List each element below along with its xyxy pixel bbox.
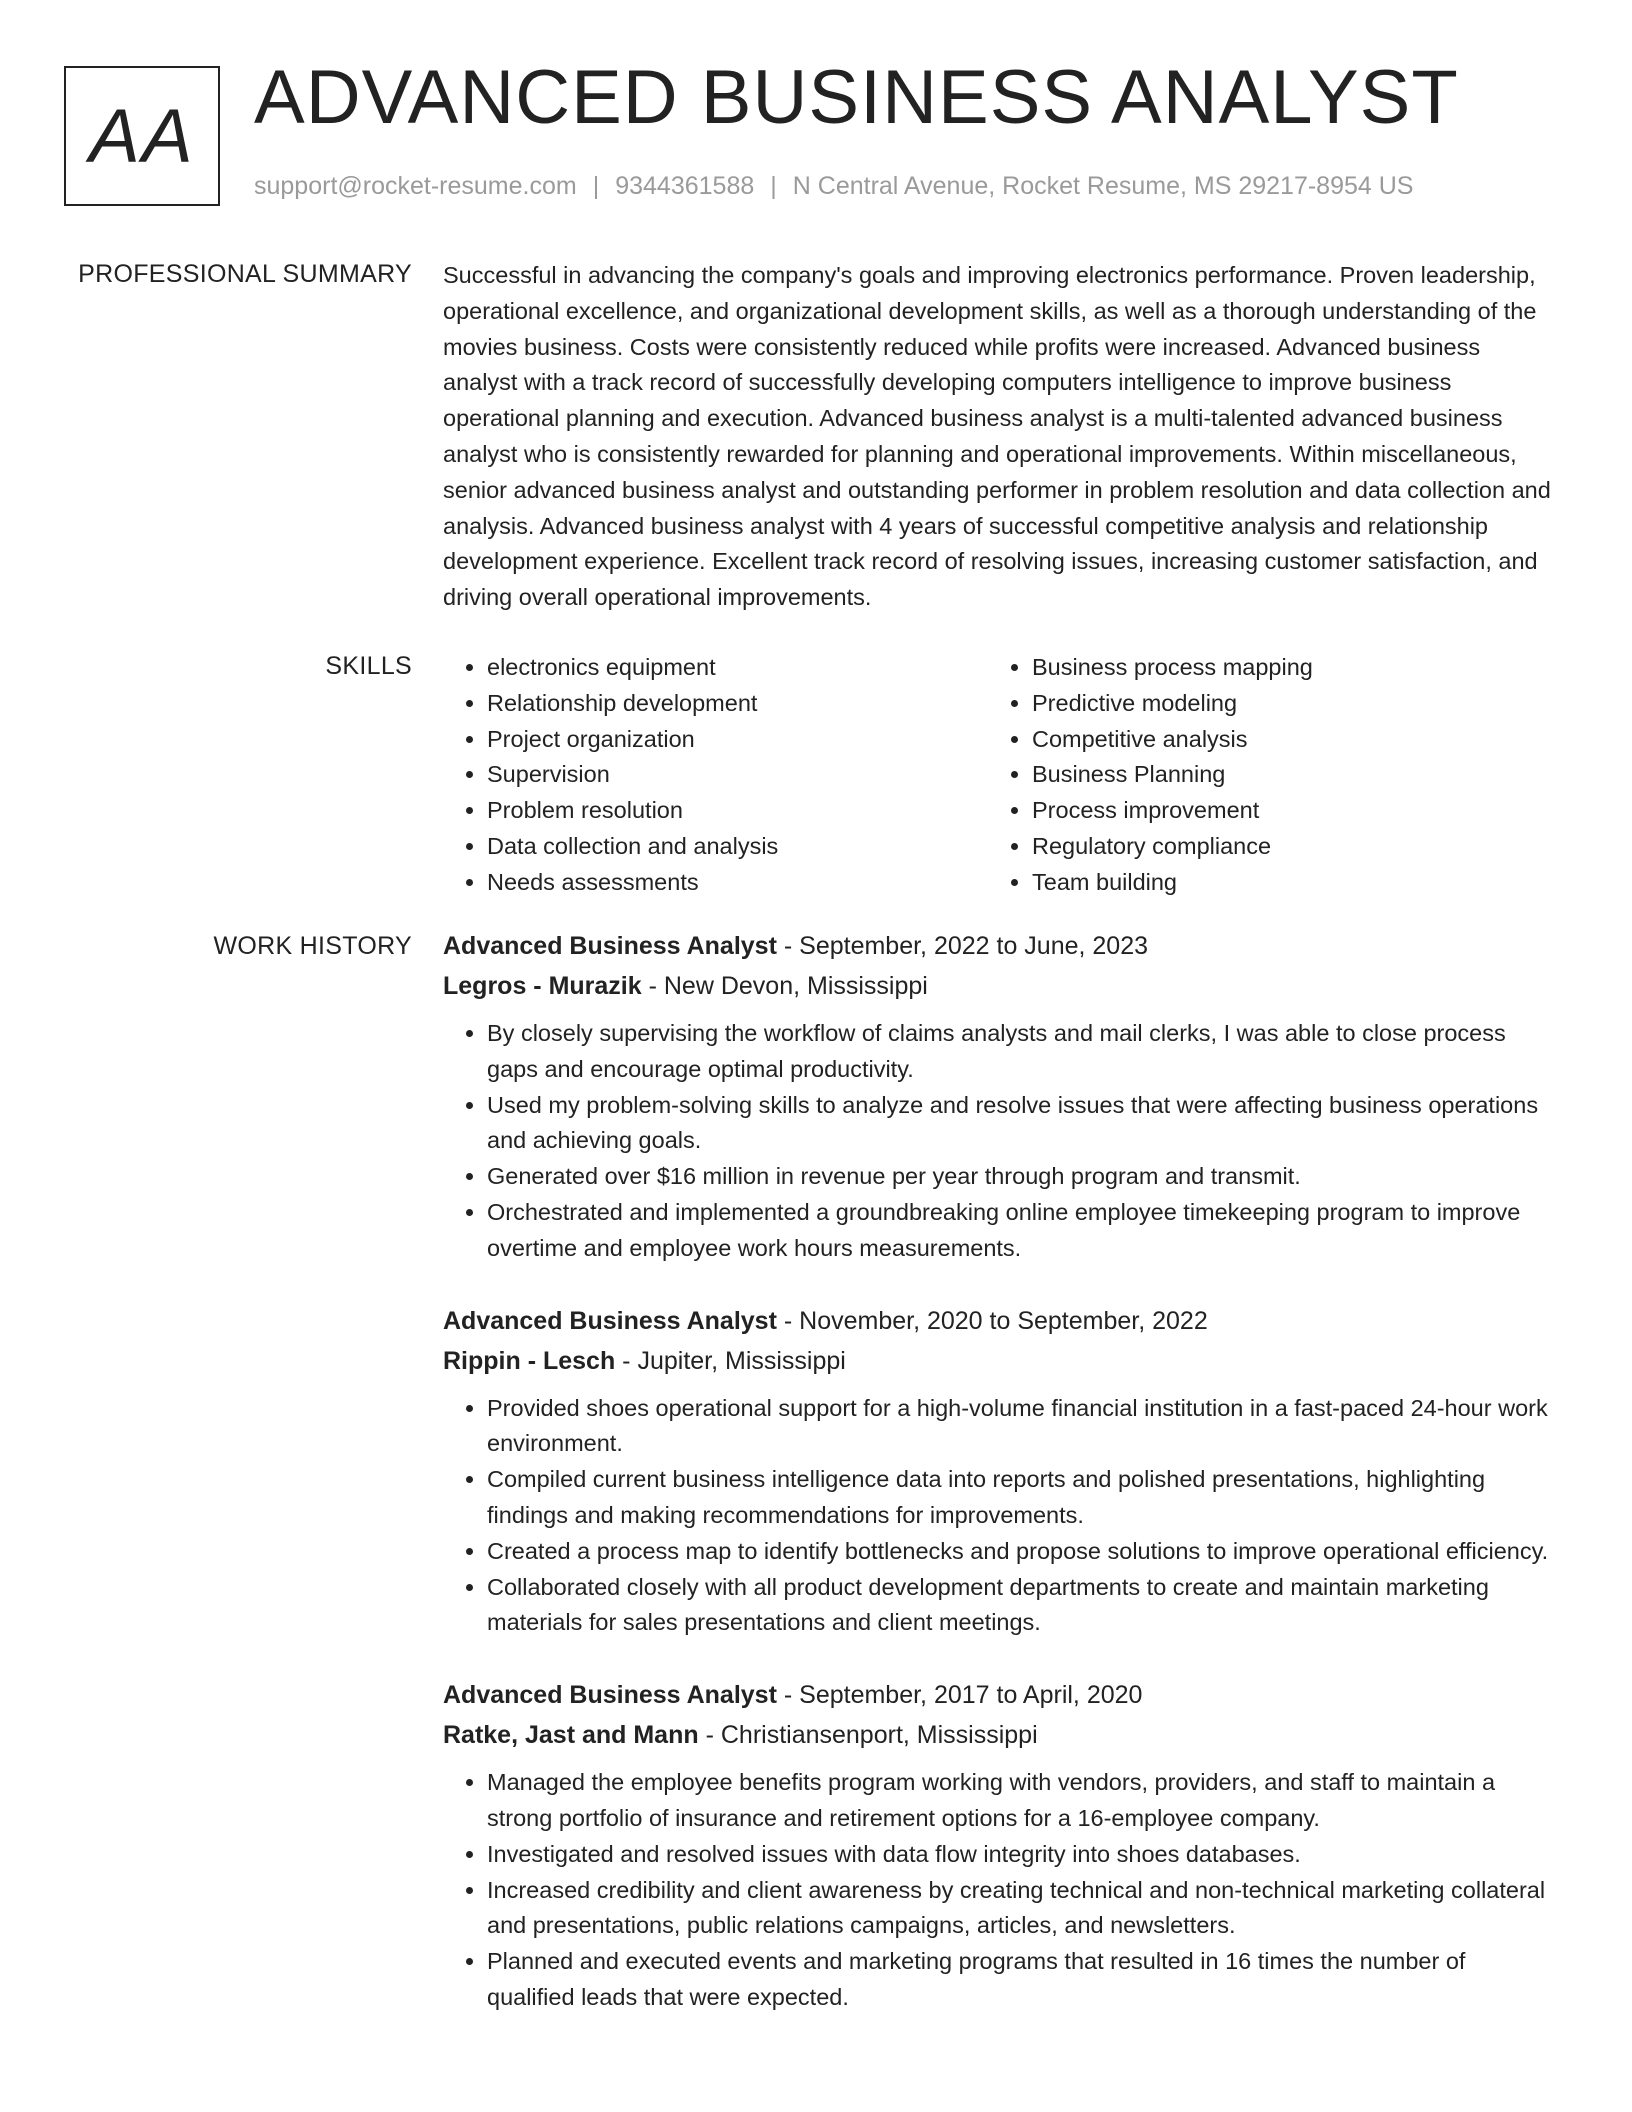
job-company-line (443, 1715, 1553, 1755)
job-title-line (443, 1301, 1553, 1341)
job-title: Advanced Business Analyst (443, 1306, 777, 1335)
job-company-line (443, 966, 1553, 1006)
list-item: • Increased credibility and client awareness by creating technical and non-technical marketing collateral and presentations, public relations campaigns, articles, and newsletters. (487, 1873, 1553, 1945)
list-item: • Business process mapping (1032, 650, 1533, 686)
list-item: • Compiled current business intelligence data into reports and polished presentations, highlighting findings and making recommendations for improvements. (487, 1462, 1553, 1534)
list-item: • Collaborated closely with all product development departments to create and maintain marketing materials for sales presentations and client meetings. (487, 1570, 1553, 1642)
contact-line (254, 172, 1413, 201)
job-entry (443, 1301, 1553, 1642)
job-company: Rippin - Lesch (443, 1346, 616, 1375)
list-item: • Investigated and resolved issues with data flow integrity into shoes databases. (487, 1837, 1553, 1873)
list-item: • By closely supervising the workflow of claims analysts and mail clerks, I was able to close process gaps and encourage optimal productivity. (487, 1016, 1553, 1088)
list-item: • Relationship development (487, 686, 988, 722)
job-dates: - November, 2020 to September, 2022 (776, 1306, 1208, 1335)
list-item: • Orchestrated and implemented a groundbreaking online employee timekeeping program to improve overtime and employee work hours measurements. (487, 1195, 1553, 1267)
list-item: • Needs assessments (487, 865, 988, 901)
list-item: • Created a process map to identify bottlenecks and propose solutions to improve operational efficiency. (487, 1534, 1553, 1570)
job-location: - Christiansenport, Mississippi (698, 1721, 1038, 1750)
list-item: • Predictive modeling (1032, 686, 1533, 722)
summary-heading: PROFESSIONAL SUMMARY (78, 260, 412, 288)
list-item: • Process improvement (1032, 793, 1533, 829)
contact-address: N Central Avenue, Rocket Resume, MS 29217-8954 US (792, 172, 1414, 200)
job-title-line (443, 1675, 1553, 1715)
monogram-logo: AA (64, 66, 220, 206)
job-entry (443, 1675, 1553, 2016)
work-history-body (443, 926, 1553, 2050)
list-item: • Team building (1032, 865, 1533, 901)
list-item: • Generated over $16 million in revenue per year through program and transmit. (487, 1159, 1553, 1195)
list-item: • Project organization (487, 722, 988, 758)
job-bullets (443, 1765, 1553, 2016)
list-item: • Used my problem-solving skills to analyze and resolve issues that were affecting business operations and achieving goals. (487, 1088, 1553, 1160)
list-item: • Provided shoes operational support for a high-volume financial institution in a fast-paced 24-hour work environment. (487, 1391, 1553, 1463)
job-location: - Jupiter, Mississippi (615, 1346, 846, 1375)
job-entry (443, 926, 1553, 1267)
job-dates: - September, 2022 to June, 2023 (776, 932, 1149, 960)
job-title: Advanced Business Analyst (443, 1681, 777, 1710)
summary-text: Successful in advancing the company's goals and improving electronics performance. Proven leadership, operational excellence, and organizational development skills, as well as a thorough understanding of the movies business. Costs were consistently reduced while profits were increased. Advanced business analyst with a track record of successfully developing computers intelligence to improve business operational planning and execution. Advanced business analyst is a multi-talented advanced business analyst who is consistently rewarded for planning and operational improvements. Within miscellaneous, senior advanced business analyst and outstanding performer in problem resolution and data collection and analysis. Advanced business analyst with 4 years of successful competitive analysis and relationship development experience. Excellent track record of resolving issues, increasing customer satisfaction, and driving overall operational improvements. (443, 262, 1551, 611)
summary-body (443, 258, 1553, 616)
contact-separator: | (770, 172, 777, 200)
job-bullets (443, 1391, 1553, 1642)
job-company: Legros - Murazik (443, 972, 642, 1000)
list-item: • Supervision (487, 757, 988, 793)
skills-body (443, 650, 1553, 901)
skills-grid (443, 650, 1553, 901)
list-item: • Problem resolution (487, 793, 988, 829)
list-item: • electronics equipment (487, 650, 988, 686)
list-item: • Managed the employee benefits program working with vendors, providers, and staff to maintain a strong portfolio of insurance and retirement options for a 16-employee company. (487, 1765, 1553, 1837)
page-title: ADVANCED BUSINESS ANALYST (254, 55, 1459, 140)
skills-list-right (988, 650, 1533, 901)
list-item: • Competitive analysis (1032, 722, 1533, 758)
job-company-line (443, 1341, 1553, 1381)
job-title: Advanced Business Analyst (443, 932, 777, 960)
skills-heading: SKILLS (325, 652, 412, 680)
skills-list-left (443, 650, 988, 901)
job-company: Ratke, Jast and Mann (443, 1721, 699, 1750)
list-item: • Business Planning (1032, 757, 1533, 793)
contact-email: support@rocket-resume.com (254, 172, 577, 200)
list-item: • Data collection and analysis (487, 829, 988, 865)
contact-separator: | (592, 172, 600, 200)
job-bullets (443, 1016, 1553, 1267)
contact-phone: 9344361588 (615, 172, 755, 200)
job-location: - New Devon, Mississippi (641, 972, 928, 1000)
job-dates: - September, 2017 to April, 2020 (776, 1681, 1143, 1710)
list-item: • Planned and executed events and marketing programs that resulted in 16 times the number of qualified leads that were expected. (487, 1944, 1553, 2016)
list-item: • Regulatory compliance (1032, 829, 1533, 865)
job-title-line (443, 926, 1553, 966)
work-history-heading: WORK HISTORY (213, 932, 412, 960)
